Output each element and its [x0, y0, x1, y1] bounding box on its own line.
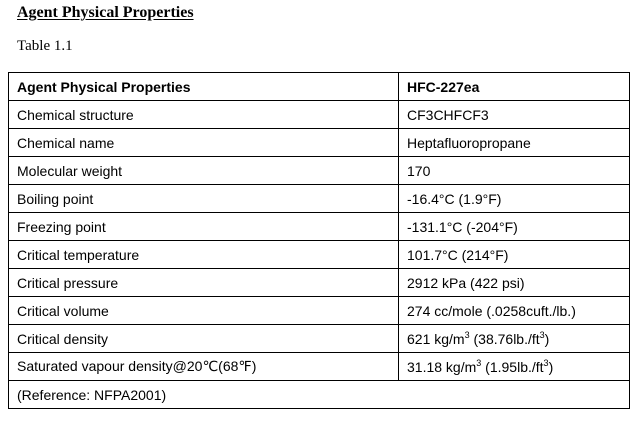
table-row — [9, 325, 630, 353]
table-row — [9, 297, 630, 325]
document-title: Agent Physical Properties — [17, 4, 194, 21]
superscript: 3 — [539, 329, 545, 340]
table-caption: Table 1.1 — [17, 38, 73, 54]
reference-note: (Reference: NFPA2001) — [9, 381, 630, 409]
property-name: Boiling point — [9, 185, 399, 213]
value-text: (38.76lb./ft — [469, 330, 540, 347]
property-value: 101.7°C (214°F) — [399, 241, 630, 269]
superscript: 3 — [543, 357, 549, 368]
property-value: -16.4°C (1.9°F) — [399, 185, 630, 213]
value-text: 31.18 kg/m — [407, 358, 477, 375]
value-text: ) — [544, 330, 550, 347]
property-name: Freezing point — [9, 213, 399, 241]
properties-table — [8, 72, 630, 409]
property-value — [399, 325, 630, 353]
property-value: -131.1°C (-204°F) — [399, 213, 630, 241]
property-name: Critical temperature — [9, 241, 399, 269]
property-name: Chemical structure — [9, 101, 399, 129]
value-text: ) — [548, 358, 554, 375]
table-row — [9, 157, 630, 185]
property-name: Critical volume — [9, 297, 399, 325]
table-row — [9, 241, 630, 269]
property-value: 170 — [399, 157, 630, 185]
property-name: Critical pressure — [9, 269, 399, 297]
table-row — [9, 353, 630, 381]
table-row — [9, 129, 630, 157]
table-header-row — [9, 73, 630, 101]
table-row — [9, 185, 630, 213]
property-value: CF3CHFCF3 — [399, 101, 630, 129]
header-property: Agent Physical Properties — [9, 73, 399, 101]
property-value — [399, 353, 630, 381]
table-row — [9, 269, 630, 297]
superscript: 3 — [464, 329, 470, 340]
table-row — [9, 213, 630, 241]
header-agent: HFC-227ea — [399, 73, 630, 101]
property-name: Critical density — [9, 325, 399, 353]
property-value: Heptafluoropropane — [399, 129, 630, 157]
value-text: (1.95lb./ft — [481, 358, 544, 375]
property-value: 274 cc/mole (.0258cuft./lb.) — [399, 297, 630, 325]
value-text: 621 kg/m — [407, 330, 465, 347]
property-name: Chemical name — [9, 129, 399, 157]
table-footnote-row — [9, 381, 630, 409]
property-name: Saturated vapour density@20℃(68℉) — [9, 353, 399, 381]
superscript: 3 — [476, 357, 482, 368]
property-value: 2912 kPa (422 psi) — [399, 269, 630, 297]
table-row — [9, 101, 630, 129]
property-name: Molecular weight — [9, 157, 399, 185]
